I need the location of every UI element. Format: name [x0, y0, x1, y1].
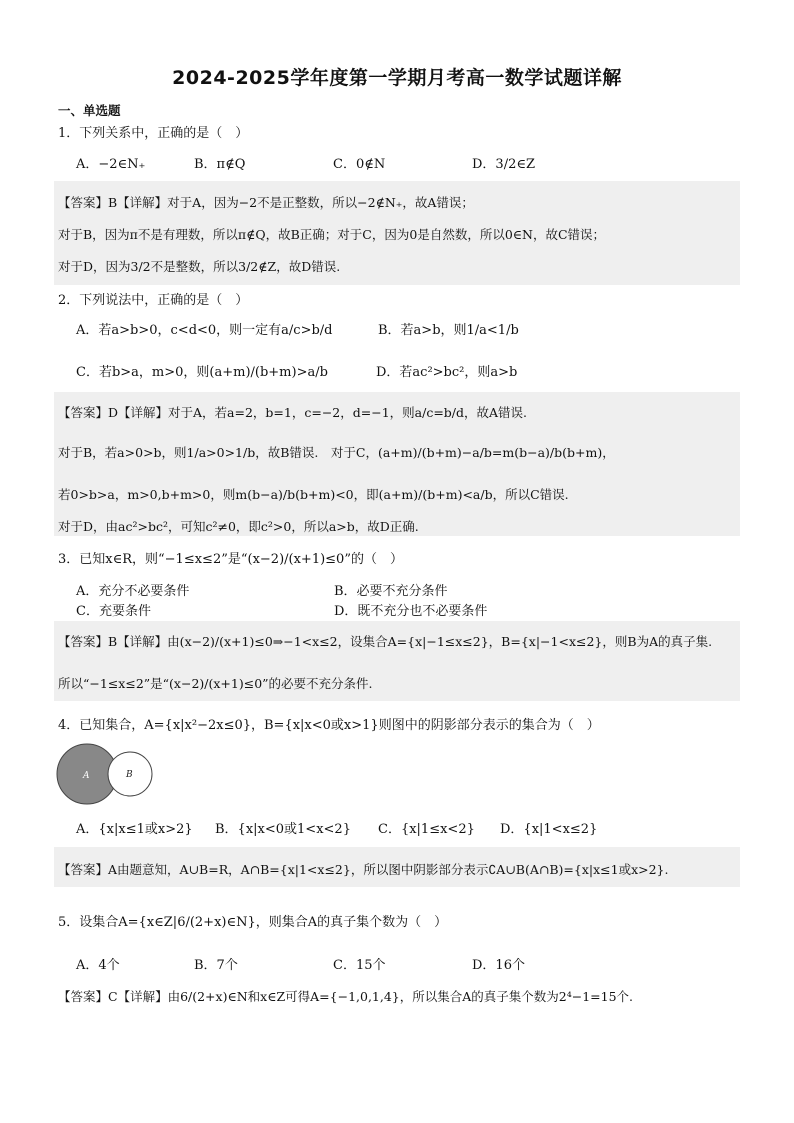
q1-answer-box — [54, 181, 740, 285]
question-5-stem: 5．设集合A={x∈Z|6/(2+x)∈N}，则集合A的真子集个数为（ ） — [58, 915, 448, 930]
question-3-stem: 3．已知x∈R，则“−1≤x≤2”是“(x−2)/(x+1)≤0”的（ ） — [58, 552, 403, 567]
q2-answer-line-4: 对于D，由ac²>bc²，可知c²≠0，即c²>0，所以a>b，故D正确. — [58, 519, 419, 534]
q1-answer-line-3: 对于D，因为3/2不是整数，所以3/2∉Z，故D错误. — [58, 259, 341, 274]
q2-option-a: A．若a>b>0，c<d<0，则一定有a/c>b/d — [76, 323, 333, 338]
question-1-stem: 1．下列关系中，正确的是（ ） — [58, 126, 249, 141]
q3-answer-box — [54, 621, 740, 701]
q1-option-a: A．−2∈N₊ — [76, 157, 146, 172]
page-title: 2024-2025学年度第一学期月考高一数学试题详解 — [172, 67, 622, 89]
q2-answer-line-2: 对于B，若a>0>b，则1/a>0>1/b，故B错误. 对于C，(a+m)/(b+m)−a/b=m(b−a)/b(b+m)， — [58, 445, 615, 460]
q5-option-d: D．16个 — [472, 958, 525, 973]
q4-answer-box — [54, 847, 740, 887]
q3-option-d: D．既不充分也不必要条件 — [334, 604, 488, 619]
q1-option-c: C．0∉N — [333, 157, 386, 172]
q1-option-b: B．π∉Q — [194, 157, 246, 172]
q4-option-d: D．{x|1<x≤2} — [500, 822, 598, 837]
q2-answer-line-3: 若0>b>a，m>0,b+m>0，则m(b−a)/b(b+m)<0，即(a+m)/(b+m)<a/b，所以C错误. — [58, 487, 569, 502]
q2-option-d: D．若ac²>bc²，则a>b — [376, 365, 518, 380]
question-2-stem: 2．下列说法中，正确的是（ ） — [58, 293, 249, 308]
q2-option-c: C．若b>a，m>0，则(a+m)/(b+m)>a/b — [76, 365, 328, 380]
q3-answer-line-1: 【答案】B【详解】由(x−2)/(x+1)≤0⇒−1<x≤2，设集合A={x|−1≤x≤2}，B={x|−1<x≤2}，则B为A的真子集. — [58, 634, 713, 649]
q4-option-a: A．{x|x≤1或x>2} — [76, 822, 193, 837]
section-heading: 一、单选题 — [58, 103, 121, 118]
q1-answer-line-1: 【答案】B【详解】对于A，因为−2不是正整数，所以−2∉N₊，故A错误； — [58, 195, 474, 210]
q5-option-c: C．15个 — [333, 958, 386, 973]
q5-option-a: A．4个 — [76, 958, 120, 973]
q3-option-c: C．充要条件 — [76, 604, 151, 619]
q4-answer-line-1: 【答案】A由题意知，A∪B=R，A∩B={x|1<x≤2}，所以图中阴影部分表示∁A∪B(A∩B)={x|x≤1或x>2}. — [58, 862, 669, 877]
q3-option-b: B．必要不充分条件 — [334, 584, 448, 599]
q5-answer-line-1: 【答案】C【详解】由6/(2+x)∈N和x∈Z可得A={−1,0,1,4}，所以集合A的真子集个数为2⁴−1=15个. — [58, 989, 634, 1004]
q1-answer-line-2: 对于B，因为π不是有理数，所以π∉Q，故B正确；对于C，因为0是自然数，所以0∈N，故C错误； — [58, 227, 606, 242]
q4-option-c: C．{x|1≤x<2} — [378, 822, 475, 837]
q3-option-a: A．充分不必要条件 — [76, 584, 190, 599]
q4-option-b: B．{x|x<0或1<x<2} — [215, 822, 351, 837]
q3-answer-line-2: 所以“−1≤x≤2”是“(x−2)/(x+1)≤0”的必要不充分条件. — [58, 676, 373, 691]
q2-option-b: B．若a>b，则1/a<1/b — [378, 323, 519, 338]
venn-label-a: A — [83, 771, 90, 781]
venn-diagram — [55, 742, 165, 806]
venn-label-b: B — [126, 770, 133, 780]
q1-option-d: D．3/2∈Z — [472, 157, 536, 172]
question-4-stem: 4．已知集合，A={x|x²−2x≤0}，B={x|x<0或x>1}则图中的阴影部分表示的集合为（ ） — [58, 718, 600, 733]
q5-option-b: B．7个 — [194, 958, 238, 973]
q2-answer-line-1: 【答案】D【详解】对于A，若a=2，b=1，c=−2，d=−1，则a/c=b/d，故A错误. — [58, 405, 528, 420]
q2-answer-box — [54, 392, 740, 536]
